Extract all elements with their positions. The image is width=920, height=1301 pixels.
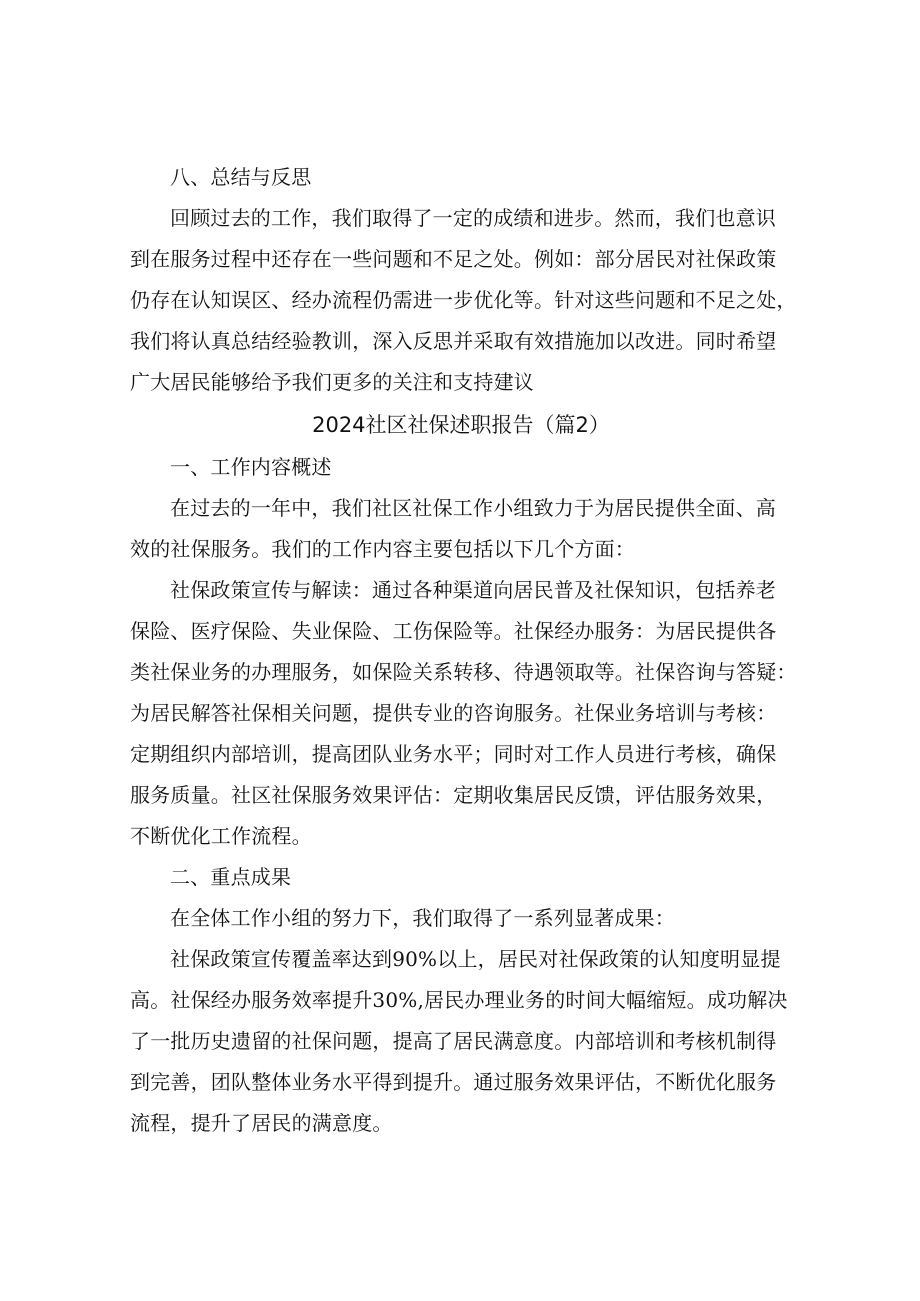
document-body xyxy=(130,157,797,1144)
text-line: 定期组织内部培训，提高团队业务水平；同时对工作人员进行考核，确保 xyxy=(130,742,777,766)
section-heading-key-results: 二、重点成果 xyxy=(170,865,292,889)
text-line: 高。社保经办服务效率提升30%,居民办理业务的时间大幅缩短。成功解决 xyxy=(130,988,788,1012)
text-line: 社保政策宣传覆盖率达到90%以上，居民对社保政策的认知度明显提 xyxy=(170,947,781,971)
text-line: 了一批历史遗留的社保问题，提高了居民满意度。内部培训和考核机制得 xyxy=(130,1029,777,1053)
text-line: 到在服务过程中还存在一些问题和不足之处。例如：部分居民对社保政策 xyxy=(130,247,777,271)
text-line: 类社保业务的办理服务，如保险关系转移、待遇领取等。社保咨询与答疑： xyxy=(130,660,797,684)
paragraph-work-intro xyxy=(130,488,792,570)
text-line: 社保政策宣传与解读：通过各种渠道向居民普及社保知识，包括养老 xyxy=(170,578,776,602)
text-line: 保险、医疗保险、失业保险、工伤保险等。社保经办服务：为居民提供各 xyxy=(130,619,777,643)
section-heading-summary: 八、总结与反思 xyxy=(170,165,312,189)
text-line: 在过去的一年中，我们社区社保工作小组致力于为居民提供全面、高 xyxy=(170,496,776,520)
text-line: 在全体工作小组的努力下，我们取得了一系列显著成果： xyxy=(170,906,675,930)
text-line: 仍存在认知误区、经办流程仍需进一步优化等。针对这些问题和不足之处， xyxy=(130,288,797,312)
text-line: 我们将认真总结经验教训，深入反思并采取有效措施加以改进。同时希望 xyxy=(130,329,777,353)
paragraph-summary xyxy=(130,198,797,403)
report-title: 2024社区社保述职报告（篇2） xyxy=(312,413,610,437)
paragraph-work-items xyxy=(130,570,797,857)
text-line: 服务质量。社区社保服务效果评估：定期收集居民反馈，评估服务效果， xyxy=(130,783,777,807)
text-line: 回顾过去的工作，我们取得了一定的成绩和进步。然而，我们也意识 xyxy=(170,206,776,230)
paragraph-results-items xyxy=(130,939,792,1144)
text-line: 不断优化工作流程。 xyxy=(130,824,312,848)
text-line: 效的社保服务。我们的工作内容主要包括以下几个方面： xyxy=(130,537,635,561)
text-line: 到完善，团队整体业务水平得到提升。通过服务效果评估，不断优化服务 xyxy=(130,1070,777,1094)
text-line: 为居民解答社保相关问题，提供专业的咨询服务。社保业务培训与考核： xyxy=(130,701,777,725)
text-line: 广大居民能够给予我们更多的关注和支持建议 xyxy=(130,370,534,394)
paragraph-results-intro xyxy=(130,898,792,939)
section-heading-work-overview: 一、工作内容概述 xyxy=(170,455,332,479)
text-line: 流程，提升了居民的满意度。 xyxy=(130,1111,393,1135)
